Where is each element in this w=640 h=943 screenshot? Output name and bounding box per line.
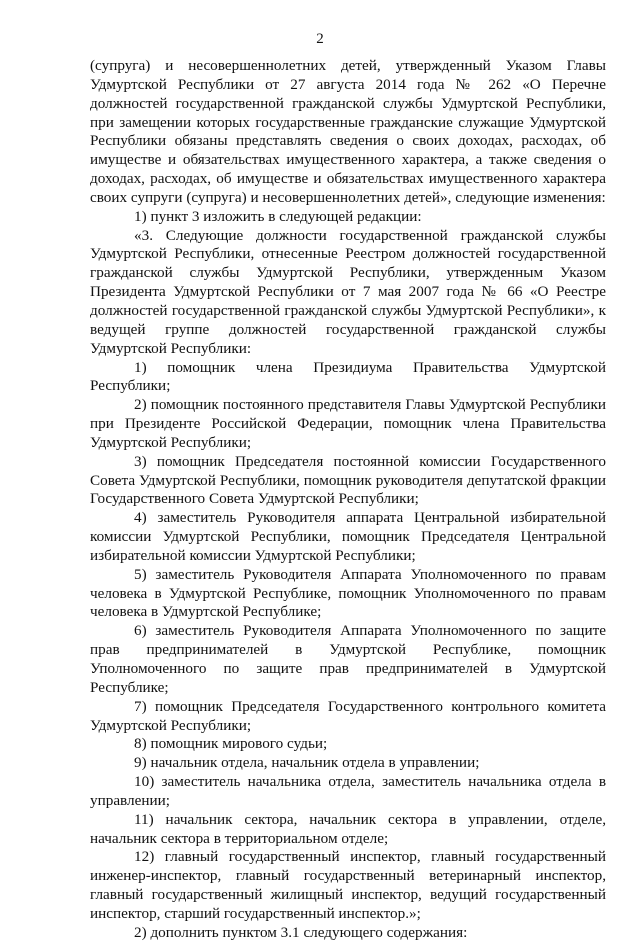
list-item: 3) помощник Председателя постоянной комиссии Государственного Совета Удмуртской Республики, помощник руководителя депутатской фракции Государственного Совета Удмуртской Республики;	[90, 452, 606, 508]
paragraph-item-2-header: 2) дополнить пунктом 3.1 следующего содержания:	[134, 923, 468, 941]
paragraph-item-1-header: 1) пункт 3 изложить в следующей редакции:	[134, 207, 422, 225]
list-item: 10) заместитель начальника отдела, заместитель начальника отдела в управлении;	[90, 773, 606, 809]
list-item: 8) помощник мирового судьи;	[134, 735, 328, 753]
page-number: 2	[316, 31, 324, 47]
document-body	[90, 57, 606, 943]
list-item: 5) заместитель Руководителя Аппарата Уполномоченного по правам человека в Удмуртской Республике, помощник Уполномоченного по правам человека в Удмуртской Республике;	[90, 565, 606, 621]
list-item: 1) помощник члена Президиума Правительства Удмуртской Республики;	[90, 358, 606, 395]
list-item: 2) помощник постоянного представителя Главы Удмуртской Республики при Президенте Российской Федерации, помощник члена Правительства Удмуртской Республики;	[90, 396, 606, 451]
list-item: 9) начальник отдела, начальник отдела в управлении;	[134, 754, 480, 772]
list-item: 11) начальник сектора, начальник сектора в управлении, отделе, начальник сектора в территориальном отделе;	[90, 810, 606, 847]
list-item: 4) заместитель Руководителя аппарата Центральной избирательной комиссии Удмуртской Республики, помощник Председателя Центральной избирательной комиссии Удмуртской Республики;	[90, 509, 606, 564]
paragraph-intro: (супруга) и несовершеннолетних детей, утвержденный Указом Главы Удмуртской Республики от 27 августа 2014 года № 262 «О Перечне должностей государственной гражданской службы Удмуртской Республики, при замещении которых государственные гражданские служащие Удмуртской Республики обязаны представлять сведения о своих доходах, расходах, об имуществе и обязательствах имущественного характера, а также сведения о доходах, расходах, об имуществе и обязательствах имущественного характера своих супруги (супруга) и несовершеннолетних детей», следующие изменения:	[90, 57, 606, 206]
list-item: 6) заместитель Руководителя Аппарата Уполномоченного по защите прав предпринимателей в Удмуртской Республике, помощник Уполномоченного по защите прав предпринимателей в Удмуртской Республике;	[90, 622, 606, 696]
list-item: 12) главный государственный инспектор, главный государственный инженер-инспектор, главный государственный ветеринарный инспектор, главный государственный жилищный инспектор, ведущий государственный инспектор, старший государственный инспектор.»;	[90, 848, 606, 922]
paragraph-clause-3: «3. Следующие должности государственной гражданской службы Удмуртской Республики, отнесенные Реестром должностей государственной гражданской службы Удмуртской Республики, утвержденным Указом Президента Удмуртской Республики от 7 мая 2007 года № 66 «О Реестре должностей государственной гражданской службы Удмуртской Республики», к ведущей группе должностей государственной гражданской службы Удмуртской Республики:	[90, 226, 606, 357]
list-item: 7) помощник Председателя Государственного контрольного комитета Удмуртской Республики;	[90, 697, 606, 734]
